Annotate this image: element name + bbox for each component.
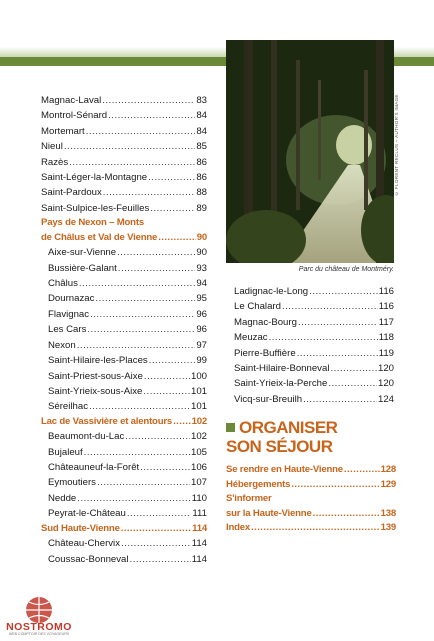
- toc-dot-leader: [121, 522, 191, 537]
- toc-page-number: 128: [380, 464, 396, 475]
- toc-page-number: 116: [378, 286, 394, 297]
- forest-path-illustration: [226, 40, 394, 263]
- toc-page-number: 88: [196, 187, 207, 199]
- toc-page-number: 111: [192, 508, 207, 520]
- toc-page-number: 114: [191, 538, 207, 550]
- toc-dot-leader: [144, 369, 190, 384]
- toc-entry[interactable]: [234, 284, 394, 299]
- toc-dot-leader: [77, 338, 196, 353]
- toc-entry-name: Saint-Sulpice-les-Feuilles: [41, 202, 150, 214]
- toc-dot-leader: [86, 124, 196, 139]
- toc-dot-leader: [127, 506, 192, 521]
- toc-dot-leader: [149, 353, 196, 368]
- toc-page-number: 102: [190, 431, 207, 443]
- toc-entry-name: Saint-Pardoux: [41, 187, 102, 199]
- toc-section-heading[interactable]: [41, 522, 207, 537]
- organiser-title-line2: SON SÉJOUR: [226, 437, 333, 456]
- toc-dot-leader: [77, 491, 190, 506]
- toc-page-number: 94: [196, 278, 207, 290]
- toc-page-number: 96: [196, 308, 207, 320]
- toc-entry-name: Magnac-Bourg: [234, 316, 297, 328]
- toc-entry[interactable]: [41, 506, 207, 521]
- toc-entry-name: Saint-Léger-la-Montagne: [41, 172, 148, 184]
- toc-entry-name: Séreilhac: [48, 401, 88, 413]
- toc-entry[interactable]: [41, 322, 207, 337]
- toc-page-number: 90: [196, 231, 207, 243]
- toc-page-number: 99: [196, 355, 207, 367]
- toc-page-number: 119: [378, 347, 394, 359]
- toc-page-number: 86: [196, 156, 207, 168]
- toc-page-number: 118: [378, 332, 394, 344]
- toc-entry-name: Nedde: [48, 492, 77, 504]
- toc-dot-leader: [330, 361, 377, 376]
- organiser-items: [226, 463, 396, 536]
- toc-entry[interactable]: [41, 201, 207, 216]
- toc-left-column: [41, 93, 207, 567]
- toc-entry[interactable]: [41, 353, 207, 368]
- toc-entry-name: Meuzac: [234, 332, 268, 344]
- toc-entry-name: Ladignac-le-Long: [234, 286, 309, 297]
- toc-dot-leader: [117, 245, 195, 260]
- toc-dot-leader: [140, 460, 190, 475]
- toc-entry-name: Eymoutiers: [48, 477, 96, 489]
- toc-page-number: 83: [196, 95, 207, 106]
- toc-entry-name: Montrol-Sénard: [41, 110, 108, 122]
- toc-dot-leader: [298, 315, 378, 330]
- toc-dot-leader: [125, 429, 190, 444]
- toc-entry[interactable]: [41, 276, 207, 291]
- toc-entry-name: Châteauneuf-la-Forêt: [48, 462, 140, 474]
- toc-dot-leader: [328, 376, 377, 391]
- forest-path-photo: [226, 40, 394, 263]
- toc-page-number: 101: [190, 385, 207, 397]
- toc-page-number: 105: [190, 446, 207, 458]
- toc-entry[interactable]: [41, 261, 207, 276]
- toc-page-number: 117: [378, 316, 394, 328]
- organiser-title-2: [226, 437, 396, 456]
- toc-entry-name: Pierre-Buffière: [234, 347, 296, 359]
- toc-page-number: 124: [377, 393, 394, 405]
- organiser-section: [226, 418, 396, 536]
- toc-entry-name: Vicq-sur-Breuilh: [234, 393, 303, 405]
- toc-page-number: 89: [196, 202, 207, 214]
- toc-page-number: 139: [380, 522, 396, 533]
- toc-dot-leader: [87, 322, 195, 337]
- toc-section-heading[interactable]: [41, 415, 207, 430]
- toc-entry-name: Bussière-Galant: [48, 262, 117, 274]
- toc-page-number: 95: [196, 293, 207, 305]
- toc-entry-name: Châlus: [48, 278, 78, 290]
- toc-page-number: 114: [191, 553, 207, 565]
- toc-entry[interactable]: [41, 369, 207, 384]
- toc-page-number: 106: [190, 462, 207, 474]
- toc-dot-leader: [118, 261, 196, 276]
- toc-dot-leader: [269, 330, 378, 345]
- toc-dot-leader: [64, 139, 195, 154]
- toc-entry[interactable]: [234, 299, 394, 314]
- toc-page-number: 90: [196, 247, 207, 259]
- toc-dot-leader: [121, 536, 191, 551]
- toc-entry-name: Peyrat-le-Château: [48, 508, 126, 520]
- toc-entry-name: Hébergements: [226, 478, 291, 490]
- toc-entry[interactable]: [41, 291, 207, 306]
- toc-dot-leader: [297, 346, 378, 361]
- toc-dot-leader: [150, 201, 195, 216]
- toc-entry-name: Sud Haute-Vienne: [41, 522, 120, 534]
- toc-entry[interactable]: [234, 346, 394, 361]
- toc-entry[interactable]: [41, 429, 207, 444]
- toc-page-number: 138: [380, 507, 396, 519]
- toc-page-number: 116: [378, 301, 394, 313]
- toc-entry-name: Saint-Hilaire-Bonneval: [234, 363, 330, 375]
- toc-entry-name: Index: [226, 522, 251, 533]
- toc-page-number: 84: [196, 110, 207, 122]
- toc-page-number: 97: [196, 339, 207, 351]
- toc-dot-leader: [344, 463, 380, 478]
- toc-entry-name: Mortemart: [41, 125, 85, 137]
- photo-caption: Parc du château de Montméry.: [298, 266, 394, 273]
- toc-entry[interactable]: [41, 124, 207, 139]
- toc-entry-name: Saint-Priest-sous-Aixe: [48, 370, 143, 382]
- toc-entry[interactable]: [41, 445, 207, 460]
- toc-entry-name: Lac de Vassivière et alentours: [41, 415, 173, 427]
- toc-entry-name: Coussac-Bonneval: [48, 553, 129, 565]
- toc-entry[interactable]: [234, 392, 394, 407]
- toc-entry[interactable]: [41, 245, 207, 260]
- toc-dot-leader: [89, 399, 190, 414]
- toc-dot-leader: [303, 392, 377, 407]
- toc-section-heading-line: Pays de Nexon – Monts: [41, 217, 144, 229]
- organiser-title: [226, 418, 396, 437]
- toc-entry[interactable]: [234, 330, 394, 345]
- toc-entry-name: Les Cars: [48, 324, 87, 336]
- toc-page-number: 100: [190, 370, 207, 382]
- toc-dot-leader: [102, 93, 195, 108]
- toc-entry-name: Se rendre en Haute-Vienne: [226, 464, 343, 475]
- toc-entry[interactable]: [41, 93, 207, 108]
- logo-tagline: WEB COMPTOIR DES VOYAGEURS: [8, 632, 70, 636]
- photo-credit: © FLORENT RECLUS – AUTHOR'S IMAGE: [394, 94, 399, 196]
- organiser-item[interactable]: [226, 507, 396, 522]
- toc-entry[interactable]: [41, 384, 207, 399]
- toc-entry[interactable]: [41, 491, 207, 506]
- toc-entry-name: Razès: [41, 156, 69, 168]
- organiser-item-line: S'informer: [226, 493, 272, 504]
- toc-entry[interactable]: [41, 399, 207, 414]
- toc-entry[interactable]: [41, 475, 207, 490]
- toc-entry[interactable]: [41, 185, 207, 200]
- toc-page-number: 101: [190, 401, 207, 413]
- toc-dot-leader: [103, 185, 196, 200]
- toc-right-column: [234, 284, 394, 407]
- toc-dot-leader: [313, 507, 380, 522]
- toc-entry[interactable]: [41, 460, 207, 475]
- toc-entry[interactable]: [234, 315, 394, 330]
- organiser-item[interactable]: [226, 478, 396, 493]
- toc-entry[interactable]: [41, 139, 207, 154]
- toc-entry-name: Aixe-sur-Vienne: [48, 247, 117, 259]
- organiser-title-line1: ORGANISER: [239, 418, 338, 437]
- toc-page-number: 114: [192, 522, 207, 534]
- toc-dot-leader: [148, 170, 195, 185]
- toc-dot-leader: [309, 284, 378, 299]
- toc-entry-name: Bujaleuf: [48, 446, 83, 458]
- toc-entry-name: de Châlus et Val de Vienne: [41, 231, 158, 243]
- toc-dot-leader: [108, 108, 195, 123]
- toc-dot-leader: [282, 299, 378, 314]
- logo-name: NOSTROMO: [6, 621, 72, 633]
- toc-entry-name: Château-Chervix: [48, 538, 120, 550]
- toc-dot-leader: [291, 478, 379, 493]
- toc-page-number: 96: [196, 324, 207, 336]
- toc-page-number: 86: [196, 172, 207, 184]
- organiser-item[interactable]: [226, 521, 396, 536]
- toc-entry[interactable]: [41, 552, 207, 567]
- toc-entry[interactable]: [234, 361, 394, 376]
- toc-dot-leader: [130, 552, 191, 567]
- toc-dot-leader: [95, 291, 195, 306]
- toc-page-number: 107: [190, 477, 207, 489]
- toc-entry[interactable]: [41, 307, 207, 322]
- toc-entry-name: Saint-Hilaire-les-Places: [48, 355, 148, 367]
- toc-page-number: 85: [196, 141, 207, 153]
- toc-page-number: 120: [377, 378, 394, 390]
- toc-entry[interactable]: [41, 155, 207, 170]
- toc-dot-leader: [173, 415, 191, 430]
- toc-page-number: 93: [196, 262, 207, 274]
- toc-dot-leader: [97, 475, 190, 490]
- toc-dot-leader: [90, 307, 195, 322]
- toc-section-heading[interactable]: [41, 231, 207, 246]
- toc-entry-name: Nexon: [48, 339, 76, 351]
- toc-entry-name: Saint-Yrieix-la-Perche: [234, 378, 328, 390]
- toc-dot-leader: [251, 521, 380, 536]
- toc-page-number: 84: [196, 125, 207, 137]
- toc-entry-name: Saint-Yrieix-sous-Aixe: [48, 385, 143, 397]
- toc-page-number: 120: [377, 363, 394, 375]
- nostromo-logo: [6, 595, 72, 641]
- toc-entry-name: Dournazac: [48, 293, 95, 305]
- toc-entry[interactable]: [41, 108, 207, 123]
- toc-entry[interactable]: [41, 338, 207, 353]
- toc-entry-name: sur la Haute-Vienne: [226, 507, 312, 519]
- toc-entry-name: Magnac-Laval: [41, 95, 102, 106]
- toc-dot-leader: [84, 445, 190, 460]
- toc-entry-name: Le Chalard: [234, 301, 281, 313]
- toc-dot-leader: [158, 231, 196, 246]
- toc-page-number: 129: [380, 478, 396, 490]
- toc-entry[interactable]: [41, 536, 207, 551]
- toc-page-number: 102: [191, 415, 207, 427]
- toc-entry-name: Nieul: [41, 141, 63, 153]
- toc-dot-leader: [143, 384, 190, 399]
- organiser-item[interactable]: [226, 463, 396, 478]
- toc-dot-leader: [79, 276, 195, 291]
- toc-entry-name: Flavignac: [48, 308, 90, 320]
- toc-entry[interactable]: [41, 170, 207, 185]
- toc-entry-name: Beaumont-du-Lac: [48, 431, 125, 443]
- square-bullet-icon: [226, 423, 235, 432]
- toc-dot-leader: [69, 155, 195, 170]
- toc-entry[interactable]: [234, 376, 394, 391]
- toc-page-number: 110: [191, 492, 207, 504]
